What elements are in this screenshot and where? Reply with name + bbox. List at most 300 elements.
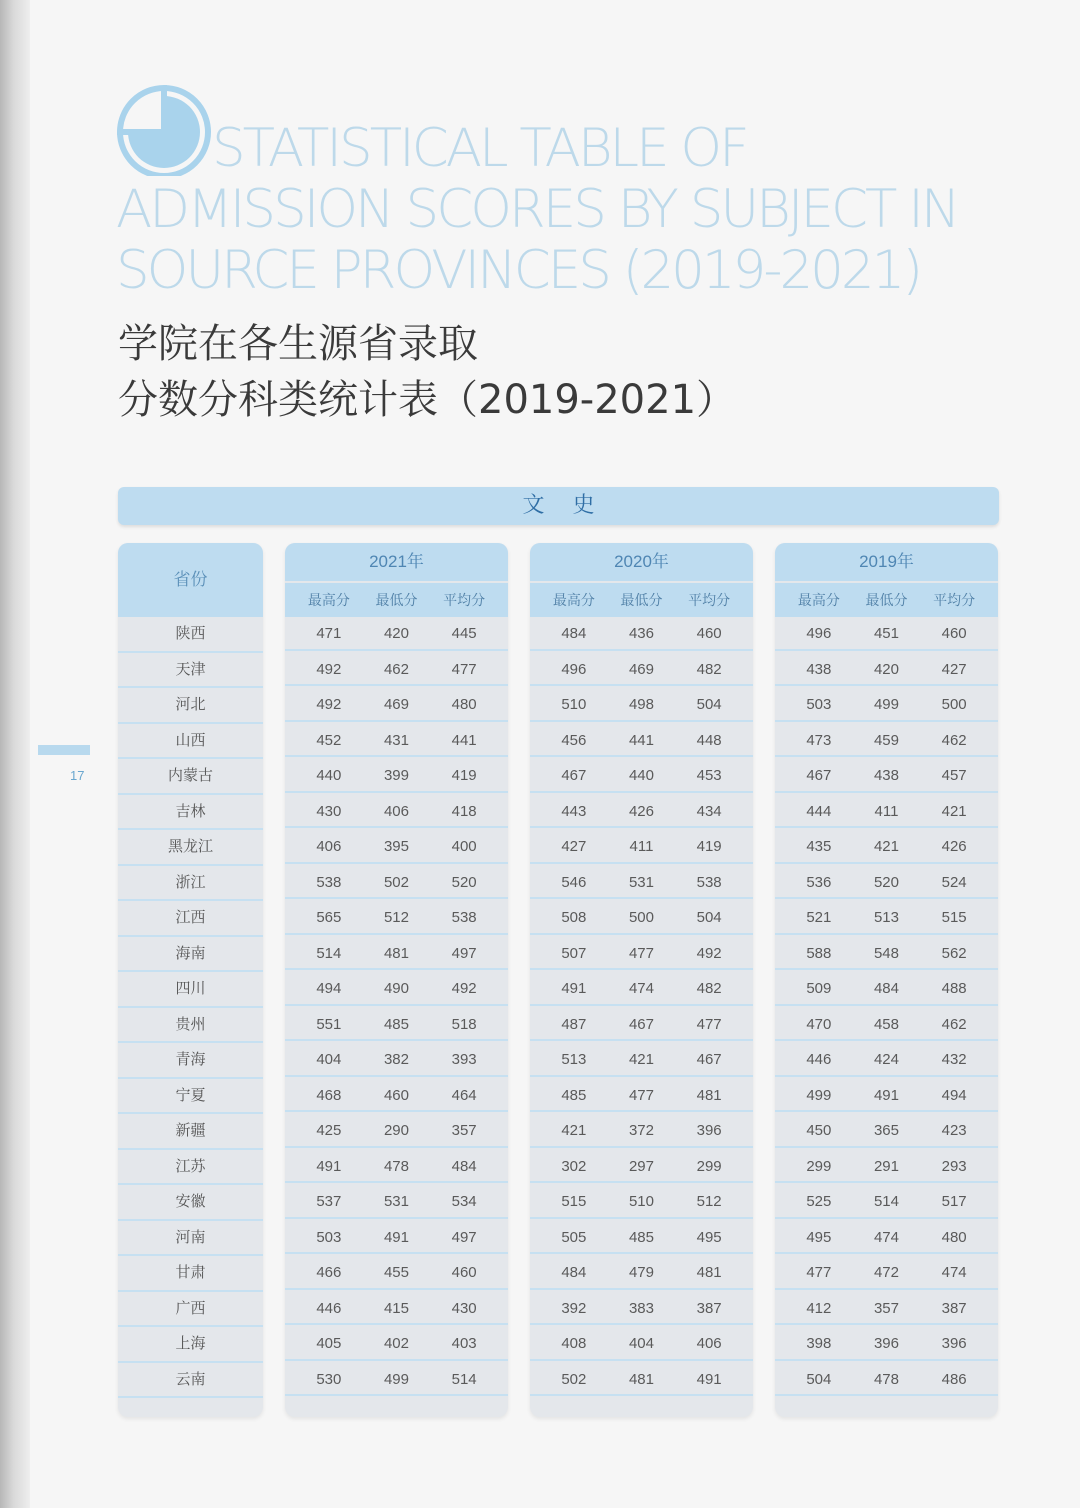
year-cells-2021 — [285, 1221, 508, 1255]
score-cell-min: 404 — [628, 1335, 654, 1352]
year-cells-2021 — [285, 1185, 508, 1219]
score-cell-min: 512 — [383, 909, 409, 926]
score-cell-avg: 477 — [696, 1015, 722, 1033]
chinese-title-line-1: 学院在各生源省录取 — [118, 321, 478, 367]
table-row — [0, 1221, 1080, 1257]
score-cell-max: 484 — [561, 1264, 587, 1281]
score-cell-avg: 293 — [941, 1157, 967, 1175]
score-cell-avg: 299 — [696, 1157, 722, 1175]
year-cells-2020 — [530, 1292, 753, 1326]
year-cells-2021 — [285, 795, 508, 829]
year-cells-2020 — [530, 937, 753, 971]
year-cells-2019 — [775, 901, 998, 935]
year-cells-2019 — [775, 1008, 998, 1042]
province-cell: 吉林 — [118, 795, 263, 831]
english-title — [116, 118, 958, 301]
score-cell-max: 492 — [316, 696, 342, 713]
year-cells-2019 — [775, 1043, 998, 1077]
english-title-line-3: SOURCE PROVINCES (2019-2021) — [116, 240, 921, 301]
score-cell-max: 302 — [561, 1157, 587, 1175]
score-cell-min: 520 — [873, 873, 899, 891]
table-row — [0, 1327, 1080, 1363]
score-cell-max: 404 — [316, 1051, 342, 1068]
score-cell-min: 531 — [628, 873, 654, 891]
score-cell-avg: 387 — [941, 1299, 967, 1317]
score-cell-max: 504 — [806, 1370, 832, 1388]
score-cell-avg: 441 — [451, 731, 477, 749]
score-cell-min: 372 — [628, 1122, 654, 1139]
score-cell-min: 399 — [383, 767, 409, 784]
score-cell-max: 530 — [316, 1370, 342, 1388]
score-cell-max: 299 — [806, 1157, 832, 1175]
score-cell-avg: 460 — [696, 625, 722, 642]
score-cell-min: 458 — [873, 1015, 899, 1033]
year-cells-2020 — [530, 688, 753, 722]
score-cell-min: 438 — [873, 767, 899, 784]
table-row — [0, 1043, 1080, 1079]
score-cell-min: 481 — [628, 1370, 654, 1388]
score-cell-min: 491 — [383, 1228, 409, 1246]
table-row — [0, 901, 1080, 937]
year-cells-2020 — [530, 1185, 753, 1219]
score-cell-min: 411 — [629, 838, 654, 855]
year-cells-2021 — [285, 1150, 508, 1184]
score-cell-avg: 517 — [941, 1193, 967, 1210]
year-cells-2019 — [775, 830, 998, 864]
province-cell: 河北 — [118, 688, 263, 724]
score-cell-avg: 486 — [941, 1370, 967, 1388]
year-cells-2020 — [530, 653, 753, 687]
sub-header-2021 — [285, 583, 508, 617]
score-cell-max: 505 — [561, 1228, 587, 1246]
sub-header-avg: 平均分 — [933, 593, 976, 609]
score-cell-max: 513 — [561, 1051, 587, 1068]
score-cell-avg: 520 — [451, 873, 477, 891]
score-cell-avg: 457 — [941, 767, 967, 784]
score-cell-min: 431 — [383, 731, 409, 749]
score-table-body — [0, 617, 1080, 1398]
score-cell-min: 514 — [873, 1193, 899, 1210]
score-cell-max: 494 — [316, 980, 342, 997]
score-cell-avg: 514 — [451, 1370, 477, 1388]
score-cell-max: 468 — [316, 1086, 342, 1104]
score-cell-min: 477 — [628, 1086, 654, 1104]
sub-header-2020 — [530, 583, 753, 617]
score-cell-max: 421 — [561, 1122, 587, 1139]
score-cell-max: 427 — [561, 838, 587, 855]
province-cell: 山西 — [118, 724, 263, 760]
score-cell-avg: 426 — [941, 838, 967, 855]
score-cell-avg: 430 — [451, 1299, 477, 1317]
score-cell-min: 421 — [873, 838, 899, 855]
score-cell-max: 398 — [806, 1335, 832, 1352]
score-cell-max: 487 — [561, 1015, 587, 1033]
score-cell-min: 469 — [383, 696, 409, 713]
sub-header-max: 最高分 — [307, 593, 350, 609]
score-cell-max: 450 — [806, 1122, 832, 1139]
score-cell-avg: 421 — [941, 802, 967, 820]
year-cells-2019 — [775, 1150, 998, 1184]
score-cell-max: 502 — [561, 1370, 587, 1388]
table-row — [0, 688, 1080, 724]
score-cell-max: 444 — [806, 802, 832, 820]
province-cell: 江西 — [118, 901, 263, 937]
score-cell-min: 478 — [873, 1370, 899, 1388]
year-cells-2020 — [530, 830, 753, 864]
score-cell-max: 467 — [806, 767, 832, 784]
score-cell-min: 420 — [383, 625, 409, 642]
score-cell-avg: 474 — [941, 1264, 967, 1281]
score-cell-avg: 494 — [941, 1086, 967, 1104]
year-cells-2020 — [530, 972, 753, 1006]
year-cells-2019 — [775, 759, 998, 793]
table-row — [0, 1114, 1080, 1150]
table-row — [0, 653, 1080, 689]
score-cell-max: 443 — [561, 802, 587, 820]
province-cell: 陕西 — [118, 617, 263, 653]
year-cells-2021 — [285, 1043, 508, 1077]
score-cell-avg: 423 — [941, 1122, 967, 1139]
province-cell: 青海 — [118, 1043, 263, 1079]
score-cell-avg: 484 — [451, 1157, 477, 1175]
table-row — [0, 1008, 1080, 1044]
year-cells-2021 — [285, 901, 508, 935]
score-cell-min: 478 — [383, 1157, 409, 1175]
year-cells-2020 — [530, 1114, 753, 1148]
score-cell-min: 531 — [383, 1193, 409, 1210]
score-cell-avg: 396 — [941, 1335, 967, 1352]
sub-header-max: 最高分 — [552, 593, 595, 609]
score-cell-max: 440 — [316, 767, 342, 784]
province-cell: 浙江 — [118, 866, 263, 902]
score-cell-avg: 462 — [941, 1015, 967, 1033]
score-cell-max: 473 — [806, 731, 832, 749]
table-row — [0, 972, 1080, 1008]
year-cells-2019 — [775, 1363, 998, 1397]
score-cell-avg: 500 — [941, 696, 967, 713]
year-cells-2020 — [530, 1008, 753, 1042]
score-cell-avg: 467 — [696, 1051, 722, 1068]
score-cell-min: 291 — [873, 1157, 899, 1175]
table-row — [0, 937, 1080, 973]
score-cell-min: 406 — [383, 802, 409, 820]
score-cell-min: 396 — [873, 1335, 899, 1352]
score-cell-min: 451 — [873, 625, 899, 642]
score-cell-avg: 460 — [941, 625, 967, 642]
score-cell-avg: 562 — [941, 944, 967, 962]
year-cells-2021 — [285, 724, 508, 758]
score-cell-min: 420 — [873, 660, 899, 678]
score-cell-avg: 387 — [696, 1299, 722, 1317]
english-title-line-2: ADMISSION SCORES BY SUBJECT IN — [116, 179, 958, 240]
score-cell-max: 484 — [561, 625, 587, 642]
table-row — [0, 617, 1080, 653]
year-cells-2021 — [285, 1327, 508, 1361]
score-cell-avg: 434 — [696, 802, 722, 820]
score-cell-min: 395 — [383, 838, 409, 855]
score-cell-max: 538 — [316, 873, 342, 891]
score-cell-max: 456 — [561, 731, 587, 749]
score-cell-avg: 427 — [941, 660, 967, 678]
year-cells-2019 — [775, 1185, 998, 1219]
score-cell-max: 470 — [806, 1015, 832, 1033]
year-cells-2019 — [775, 866, 998, 900]
province-cell: 河南 — [118, 1221, 263, 1257]
year-cells-2021 — [285, 1079, 508, 1113]
score-cell-max: 499 — [806, 1086, 832, 1104]
chinese-title — [118, 316, 736, 428]
year-cells-2021 — [285, 688, 508, 722]
province-cell: 甘肃 — [118, 1256, 263, 1292]
score-cell-max: 546 — [561, 873, 587, 891]
score-cell-avg: 460 — [451, 1264, 477, 1281]
sub-header-2019 — [775, 583, 998, 617]
province-cell: 广西 — [118, 1292, 263, 1328]
province-cell: 海南 — [118, 937, 263, 973]
score-cell-max: 496 — [806, 625, 832, 642]
score-cell-avg: 482 — [696, 980, 722, 997]
year-cells-2020 — [530, 1150, 753, 1184]
score-cell-avg: 462 — [941, 731, 967, 749]
score-cell-min: 479 — [628, 1264, 654, 1281]
province-cell: 新疆 — [118, 1114, 263, 1150]
score-cell-avg: 481 — [696, 1086, 722, 1104]
score-cell-avg: 497 — [451, 944, 477, 962]
score-cell-avg: 491 — [696, 1370, 722, 1388]
score-cell-max: 406 — [316, 838, 342, 855]
table-row — [0, 795, 1080, 831]
score-cell-max: 477 — [806, 1264, 832, 1281]
province-cell: 内蒙古 — [118, 759, 263, 795]
score-cell-min: 365 — [873, 1122, 899, 1139]
score-cell-max: 514 — [316, 944, 342, 962]
score-cell-avg: 396 — [696, 1122, 722, 1139]
year-cells-2020 — [530, 1256, 753, 1290]
score-cell-max: 521 — [806, 909, 832, 926]
score-cell-max: 515 — [561, 1193, 587, 1210]
year-header-2019: 2019年 — [775, 543, 998, 581]
year-cells-2021 — [285, 1292, 508, 1326]
score-cell-min: 441 — [628, 731, 654, 749]
score-cell-min: 484 — [873, 980, 899, 997]
score-cell-avg: 453 — [696, 767, 722, 784]
table-row — [0, 1363, 1080, 1399]
score-cell-max: 508 — [561, 909, 587, 926]
province-header: 省份 — [118, 543, 263, 617]
score-cell-min: 421 — [628, 1051, 654, 1068]
score-cell-min: 499 — [383, 1370, 409, 1388]
year-cells-2021 — [285, 617, 508, 651]
score-cell-max: 408 — [561, 1335, 587, 1352]
year-cells-2021 — [285, 866, 508, 900]
score-cell-min: 472 — [873, 1264, 899, 1281]
score-cell-max: 425 — [316, 1122, 342, 1139]
table-row — [0, 830, 1080, 866]
score-cell-min: 485 — [383, 1015, 409, 1033]
score-cell-max: 412 — [806, 1299, 832, 1317]
year-cells-2019 — [775, 653, 998, 687]
sub-header-min: 最低分 — [375, 593, 418, 609]
score-cell-avg: 504 — [696, 696, 722, 713]
score-cell-min: 500 — [628, 909, 654, 926]
score-cell-avg: 464 — [451, 1086, 477, 1104]
table-row — [0, 1079, 1080, 1115]
province-cell: 云南 — [118, 1363, 263, 1399]
score-cell-min: 440 — [628, 767, 654, 784]
year-cells-2019 — [775, 1327, 998, 1361]
score-cell-min: 490 — [383, 980, 409, 997]
score-cell-min: 469 — [628, 660, 654, 678]
province-cell: 上海 — [118, 1327, 263, 1363]
score-cell-min: 297 — [628, 1157, 654, 1175]
score-cell-min: 513 — [873, 909, 899, 926]
score-cell-max: 495 — [806, 1228, 832, 1246]
year-header-2021: 2021年 — [285, 543, 508, 581]
year-cells-2019 — [775, 1079, 998, 1113]
score-cell-max: 503 — [316, 1228, 342, 1246]
year-cells-2020 — [530, 1079, 753, 1113]
score-cell-max: 438 — [806, 660, 832, 678]
score-cell-max: 446 — [316, 1299, 342, 1317]
score-cell-avg: 406 — [696, 1335, 722, 1352]
province-cell: 四川 — [118, 972, 263, 1008]
table-row — [0, 759, 1080, 795]
score-cell-max: 471 — [316, 625, 342, 642]
score-cell-avg: 492 — [451, 980, 477, 997]
table-row — [0, 724, 1080, 760]
score-cell-avg: 495 — [696, 1228, 722, 1246]
score-cell-avg: 419 — [696, 838, 722, 855]
year-cells-2019 — [775, 795, 998, 829]
year-cells-2021 — [285, 1008, 508, 1042]
year-cells-2020 — [530, 795, 753, 829]
table-row — [0, 1292, 1080, 1328]
score-cell-max: 405 — [316, 1335, 342, 1352]
score-cell-min: 415 — [383, 1299, 409, 1317]
score-cell-max: 507 — [561, 944, 587, 962]
year-cells-2020 — [530, 1221, 753, 1255]
score-cell-avg: 534 — [451, 1193, 477, 1210]
year-cells-2020 — [530, 617, 753, 651]
score-cell-avg: 480 — [941, 1228, 967, 1246]
score-cell-avg: 492 — [696, 944, 722, 962]
province-cell: 黑龙江 — [118, 830, 263, 866]
year-cells-2020 — [530, 1043, 753, 1077]
score-cell-min: 481 — [383, 944, 409, 962]
score-cell-max: 466 — [316, 1264, 342, 1281]
year-cells-2019 — [775, 937, 998, 971]
province-cell: 贵州 — [118, 1008, 263, 1044]
score-cell-max: 496 — [561, 660, 587, 678]
year-cells-2019 — [775, 972, 998, 1006]
score-cell-min: 498 — [628, 696, 654, 713]
score-cell-max: 430 — [316, 802, 342, 820]
year-cells-2020 — [530, 866, 753, 900]
score-cell-avg: 524 — [941, 873, 967, 891]
score-cell-min: 460 — [383, 1086, 409, 1104]
score-cell-min: 477 — [628, 944, 654, 962]
score-cell-min: 455 — [383, 1264, 409, 1281]
score-cell-min: 383 — [628, 1299, 654, 1317]
table-row — [0, 1185, 1080, 1221]
score-cell-avg: 538 — [696, 873, 722, 891]
score-cell-min: 502 — [383, 873, 409, 891]
score-cell-max: 525 — [806, 1193, 832, 1210]
score-cell-max: 536 — [806, 873, 832, 891]
province-cell: 宁夏 — [118, 1079, 263, 1115]
score-cell-max: 491 — [561, 980, 587, 997]
score-cell-avg: 482 — [696, 660, 722, 678]
sub-header-avg: 平均分 — [443, 593, 486, 609]
score-cell-max: 537 — [316, 1193, 342, 1210]
province-cell: 安徽 — [118, 1185, 263, 1221]
table-row — [0, 1256, 1080, 1292]
year-cells-2021 — [285, 1114, 508, 1148]
year-cells-2021 — [285, 653, 508, 687]
year-cells-2019 — [775, 1292, 998, 1326]
year-cells-2021 — [285, 972, 508, 1006]
score-cell-avg: 393 — [451, 1051, 477, 1068]
score-cell-avg: 403 — [451, 1335, 477, 1352]
english-title-line-1: STATISTICAL TABLE OF — [212, 118, 747, 179]
score-cell-avg: 357 — [451, 1122, 477, 1139]
score-cell-min: 411 — [874, 802, 899, 820]
page-number: 17 — [70, 768, 85, 783]
score-cell-avg: 515 — [941, 909, 967, 926]
year-cells-2021 — [285, 1363, 508, 1397]
year-cells-2019 — [775, 617, 998, 651]
score-cell-min: 424 — [873, 1051, 899, 1068]
score-cell-max: 491 — [316, 1157, 342, 1175]
score-cell-min: 499 — [873, 696, 899, 713]
score-cell-avg: 480 — [451, 696, 477, 713]
year-cells-2020 — [530, 759, 753, 793]
score-cell-max: 446 — [806, 1051, 832, 1068]
score-cell-min: 474 — [873, 1228, 899, 1246]
year-cells-2021 — [285, 937, 508, 971]
score-cell-max: 503 — [806, 696, 832, 713]
sub-header-min: 最低分 — [620, 593, 663, 609]
score-cell-avg: 448 — [696, 731, 722, 749]
year-cells-2019 — [775, 1221, 998, 1255]
score-cell-min: 290 — [383, 1122, 409, 1139]
year-header-2020: 2020年 — [530, 543, 753, 581]
score-cell-max: 467 — [561, 767, 587, 784]
score-cell-avg: 432 — [941, 1051, 967, 1068]
score-cell-min: 357 — [873, 1299, 899, 1317]
score-cell-max: 565 — [316, 909, 342, 926]
year-cells-2020 — [530, 724, 753, 758]
year-cells-2019 — [775, 1114, 998, 1148]
score-cell-max: 551 — [316, 1015, 342, 1033]
score-cell-avg: 497 — [451, 1228, 477, 1246]
score-cell-avg: 504 — [696, 909, 722, 926]
province-cell: 天津 — [118, 653, 263, 689]
year-cells-2020 — [530, 1363, 753, 1397]
score-cell-min: 485 — [628, 1228, 654, 1246]
score-cell-min: 459 — [873, 731, 899, 749]
score-cell-avg: 538 — [451, 909, 477, 926]
score-cell-min: 402 — [383, 1335, 409, 1352]
score-cell-max: 435 — [806, 838, 832, 855]
province-cell: 江苏 — [118, 1150, 263, 1186]
score-cell-max: 452 — [316, 731, 342, 749]
score-cell-max: 485 — [561, 1086, 587, 1104]
score-cell-min: 467 — [628, 1015, 654, 1033]
score-cell-avg: 477 — [451, 660, 477, 678]
score-cell-avg: 512 — [696, 1193, 722, 1210]
score-cell-min: 436 — [628, 625, 654, 642]
